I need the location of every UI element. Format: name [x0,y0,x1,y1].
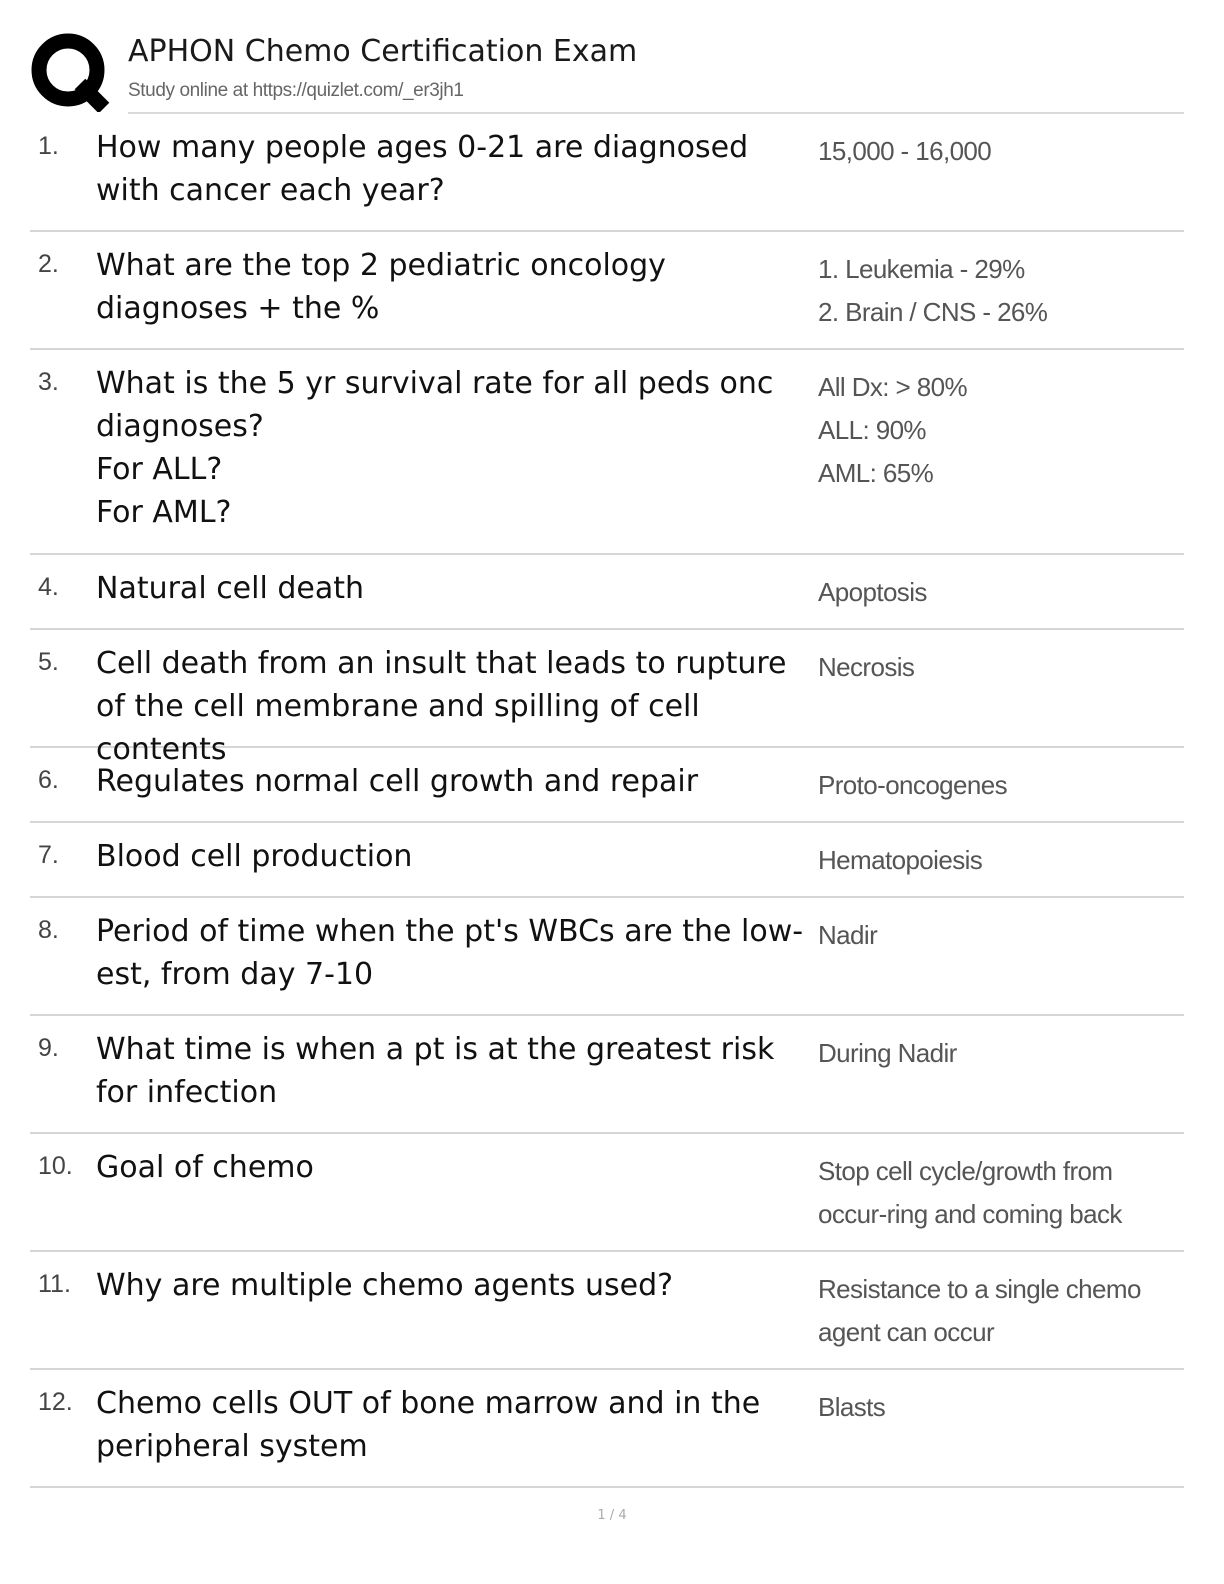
page-header [30,30,1184,114]
flashcard-row [30,1016,1184,1134]
card-number: 7. [38,841,59,869]
flashcard-row [30,1370,1184,1488]
card-number: 9. [38,1034,59,1062]
card-number: 1. [38,132,59,160]
card-number: 8. [38,916,59,944]
card-term: What are the top 2 pediatric oncology diagnoses + the % [96,248,666,326]
flashcard-row [30,1252,1184,1370]
document-title: APHON Chemo Certification Exam [128,34,638,69]
flashcard-row [30,232,1184,350]
card-definition: Resistance to a single chemo agent can occur [818,1274,1141,1347]
card-term: Goal of chemo [96,1150,314,1185]
card-definition: Necrosis [818,652,915,682]
card-term: Why are multiple chemo agents used? [96,1268,674,1303]
card-definition: Apoptosis [818,577,927,607]
card-definition: 15,000 - 16,000 [818,136,992,166]
card-term: What is the 5 yr survival rate for all peds onc diagnoses? For ALL? For AML? [96,366,774,530]
card-term: Regulates normal cell growth and repair [96,764,699,799]
flashcard-row [30,898,1184,1016]
flashcard-row [30,555,1184,630]
flashcard-row [30,823,1184,898]
card-definition: During Nadir [818,1038,957,1068]
card-definition: Proto-oncogenes [818,770,1008,800]
card-definition: 1. Leukemia - 29% 2. Brain / CNS - 26% [818,254,1048,327]
card-number: 10. [38,1152,73,1180]
card-number: 11. [38,1270,71,1298]
card-definition: All Dx: > 80% ALL: 90% AML: 65% [818,372,967,488]
card-term: Blood cell production [96,839,413,874]
flashcard-row [30,1134,1184,1252]
flashcard-row [30,630,1184,767]
card-number: 12. [38,1388,73,1416]
card-definition: Blasts [818,1392,886,1422]
card-number: 4. [38,573,59,601]
flashcard-row [30,114,1184,232]
flashcard-row [30,748,1184,823]
quizlet-logo-icon [30,32,110,112]
card-number: 3. [38,368,59,396]
card-definition: Stop cell cycle/growth from occur-ring and coming back [818,1156,1122,1229]
card-number: 5. [38,648,59,676]
card-term: Chemo cells OUT of bone marrow and in the peripheral system [96,1386,761,1464]
card-term: How many people ages 0-21 are diagnosed with cancer each year? [96,130,749,208]
card-term: Natural cell death [96,571,365,606]
card-term: Cell death from an insult that leads to rupture of the cell membrane and spilling of cell contents [96,646,787,767]
card-number: 2. [38,250,59,278]
study-online-link[interactable]: Study online at https://quizlet.com/_er3jh1 [128,80,464,101]
card-term: Period of time when the pt's WBCs are the low-est, from day 7-10 [96,914,804,992]
card-term: What time is when a pt is at the greatest risk for infection [96,1032,775,1110]
card-definition: Nadir [818,920,878,950]
flashcard-list [30,114,1184,1488]
page-indicator: 1 / 4 [597,1508,627,1523]
card-number: 6. [38,766,59,794]
flashcard-row [30,350,1184,555]
card-definition: Hematopoiesis [818,845,983,875]
